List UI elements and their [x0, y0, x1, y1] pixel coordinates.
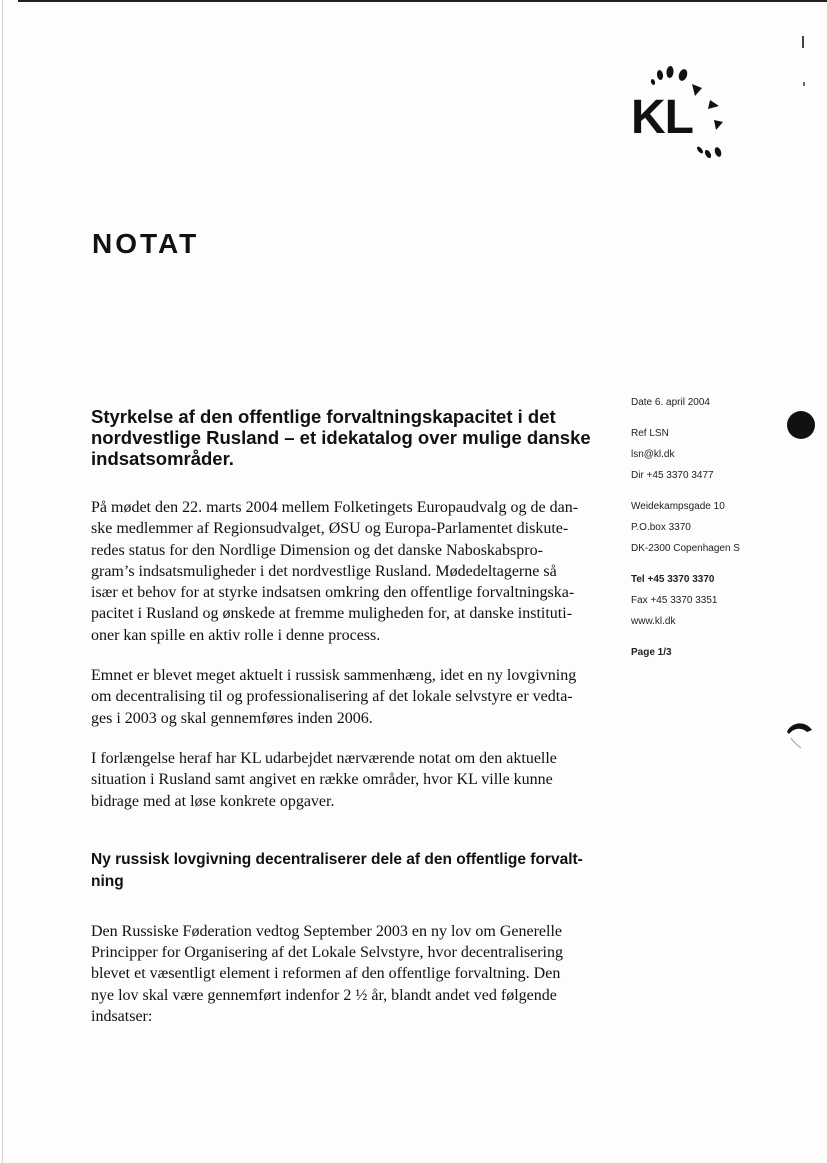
sidebar-metadata	[631, 392, 801, 673]
date-line: Date 6. april 2004	[631, 397, 710, 408]
heading-line: Ny russisk lovgivning decentraliserer dele af den offentlige forvalt-	[91, 850, 583, 868]
scan-artifact	[802, 36, 804, 48]
text-line: pacitet i Rusland og ønskede at fremme muligheden for, at danske instituti-	[91, 605, 573, 623]
text-line: redes status for den Nordlige Dimension og det danske Naboskabspro-	[91, 541, 543, 559]
scan-artifact	[803, 82, 805, 86]
address-line: P.O.box 3370	[631, 522, 691, 533]
page-top-rule	[18, 0, 827, 2]
body-paragraph	[91, 921, 611, 1027]
kl-logo	[628, 62, 738, 162]
body-paragraph	[91, 748, 611, 812]
text-line: om decentralising til og professionalisering af det lokale selvstyre er vedta-	[91, 688, 573, 706]
text-line: bidrage med at løse konkrete opgaver.	[91, 792, 335, 810]
text-line: På mødet den 22. marts 2004 mellem Folketingets Europaudvalg og de dan-	[91, 499, 579, 516]
fax-line: Fax +45 3370 3351	[631, 595, 718, 606]
scan-mark	[785, 718, 813, 758]
text-line: Emnet er blevet meget aktuelt i russisk sammenhæng, idet en ny lovgivning	[91, 667, 577, 685]
title-line: Styrkelse af den offentlige forvaltningskapacitet i det	[91, 406, 556, 427]
address-line: DK-2300 Copenhagen S	[631, 543, 740, 554]
text-line: blevet et væsentligt element i reformen af den offentlige forvaltning. Den	[91, 965, 561, 983]
body-paragraph	[91, 665, 611, 729]
text-line: ges i 2003 og skal gennemføres inden 2006.	[91, 709, 373, 727]
kl-logo-text: KL	[631, 91, 693, 144]
section-heading	[91, 849, 611, 893]
document-body	[91, 406, 611, 1046]
dir-phone-line: Dir +45 3370 3477	[631, 470, 714, 481]
text-line: gram’s indsatsmuligheder i det nordvestlige Rusland. Mødedeltagerne så	[91, 562, 557, 580]
text-line: Den Russiske Føderation vedtog September 2003 en ny lov om Generelle	[91, 922, 563, 940]
email-line: lsn@kl.dk	[631, 449, 675, 460]
text-line: situation i Rusland samt angivet en række områder, hvor KL ville kunne	[91, 771, 553, 789]
text-line: især et behov for at styrke indsatsen omkring den offentlige forvaltningska-	[91, 584, 575, 602]
tel-line: Tel +45 3370 3370	[631, 574, 715, 585]
sidebar-date-group	[631, 392, 801, 413]
body-paragraph	[91, 497, 611, 646]
document-type-heading: NOTAT	[92, 228, 200, 259]
ref-line: Ref LSN	[631, 428, 669, 439]
sidebar-contact-group	[631, 569, 801, 632]
heading-line: ning	[91, 872, 124, 890]
sidebar-page-group	[631, 642, 801, 663]
text-line: Principper for Organisering af det Lokale Selvstyre, hvor decentralisering	[91, 944, 563, 962]
title-line: nordvestlige Rusland – et idekatalog over mulige danske	[91, 427, 591, 448]
sidebar-ref-group	[631, 423, 801, 486]
document-title	[91, 406, 611, 469]
scan-left-edge	[2, 0, 3, 1163]
text-line: I forlængelse heraf har KL udarbejdet nærværende notat om den aktuelle	[91, 749, 557, 767]
text-line: ske medlemmer af Regionsudvalget, ØSU og Europa-Parlamentet diskute-	[91, 520, 569, 538]
address-line: Weidekampsgade 10	[631, 501, 725, 512]
text-line: indsatser:	[91, 1008, 153, 1026]
web-line: www.kl.dk	[631, 616, 676, 627]
punch-hole	[787, 411, 815, 439]
page-number: Page 1/3	[631, 647, 672, 658]
title-line: indsatsområder.	[91, 448, 234, 469]
sidebar-address-group	[631, 496, 801, 559]
text-line: oner kan spille en aktiv rolle i denne process.	[91, 626, 381, 644]
text-line: nye lov skal være gennemført indenfor 2 ½ år, blandt andet ved følgende	[91, 986, 557, 1004]
